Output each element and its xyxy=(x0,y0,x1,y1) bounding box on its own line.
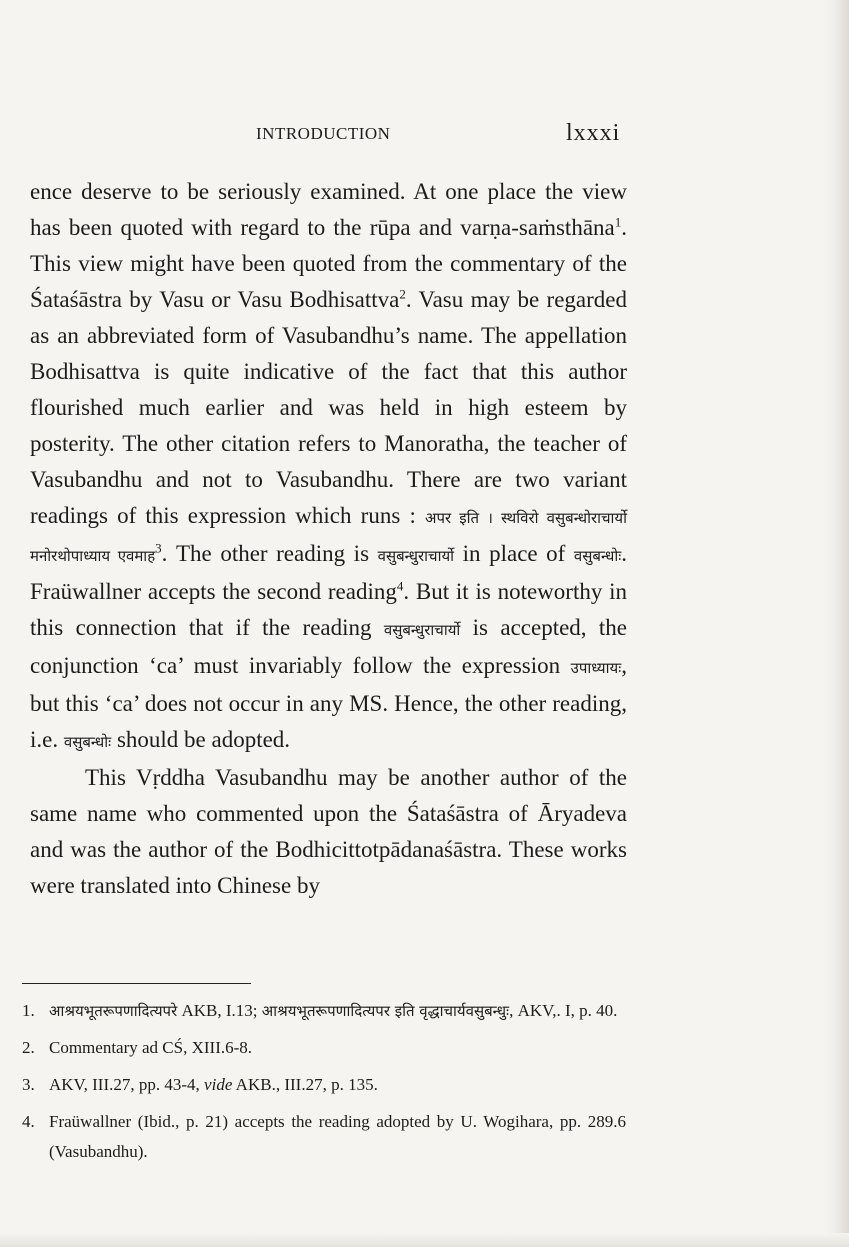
text-span: in place of xyxy=(454,541,574,566)
italic-text: vide xyxy=(204,1075,233,1094)
footnote-number: 3. xyxy=(22,1075,35,1094)
text-span: ence deserve to be seriously examined. At one place the view has been quoted with regard to the rūpa and varṇa-saṁsthāna xyxy=(30,179,627,240)
text-span: . The other reading is xyxy=(161,541,378,566)
text-span: Fraüwallner (Ibid., p. 21) accepts the reading adopted by U. Wogihara, pp. 289.6 (Vasubandhu). xyxy=(49,1112,626,1161)
devanagari-quote: अपर इति । स्थविरो वसुबन्धोराचार्यो मनोरथोपाध्याय एवमाह xyxy=(30,509,627,565)
page-bottom-edge xyxy=(0,1233,849,1247)
devanagari-term: वसुबन्धोः xyxy=(63,733,112,751)
paragraph-1 xyxy=(30,174,627,760)
text-span: . This view might have been quoted from the commentary of the Śataśāstra by Vasu or Vasu Bodhisattva xyxy=(30,215,627,312)
text-span: , but this ‘ca’ does not occur in any MS. Hence, the other reading, i.e. xyxy=(30,653,627,752)
footnote-ref: 2 xyxy=(399,286,406,302)
running-head xyxy=(0,120,849,150)
footnote-number: 4. xyxy=(22,1112,35,1131)
paragraph-2: This Vṛddha Vasubandhu may be another author of the same name who commented upon the Śataśāstra of Āryadeva and was the author of the Bodhicittotpādanaśāstra. These works were translated into Chinese by xyxy=(30,765,627,898)
devanagari-term: वसुबन्धुराचार्यो xyxy=(383,621,461,639)
text-span: . But it is noteworthy in this connection that if the reading xyxy=(30,579,628,640)
devanagari-term: वसुबन्धोः xyxy=(573,547,622,565)
footnote-4 xyxy=(22,1107,626,1167)
text-span: is accepted, the conjunction ‘ca’ must invariably follow the expression xyxy=(30,615,627,678)
footnote-ref: 1 xyxy=(614,214,622,230)
footnote-3 xyxy=(22,1070,626,1100)
devanagari-text: आश्रयभूतरूपणादित्यपरे xyxy=(49,1002,178,1020)
footnote-1 xyxy=(22,996,626,1026)
text-span: . Vasu may be regarded as an abbreviated form of Vasubandhu’s name. The appellation Bodhisattva is quite indicative of the fact that this author flourished much earlier and was held in high esteem by posterity. The other citation refers to Manoratha, the teacher of Vasubandhu and not to Vasubandhu. There are two variant readings of this expression which runs : xyxy=(30,287,627,528)
footnote-ref: 3 xyxy=(155,540,162,556)
footnote-number: 1. xyxy=(22,1001,35,1020)
footnotes xyxy=(22,996,626,1174)
devanagari-term: वसुबन्धुराचार्यो xyxy=(377,547,455,565)
text-span: , AKV,. I, p. 40. xyxy=(509,1001,618,1020)
running-title: INTRODUCTION xyxy=(256,124,391,143)
body-text xyxy=(30,174,627,904)
page-number: lxxxi xyxy=(566,120,621,146)
devanagari-term: उपाध्यायः xyxy=(570,659,622,677)
footnote-ref: 4 xyxy=(396,578,404,594)
text-span: AKB., III.27, p. 135. xyxy=(232,1075,378,1094)
page-edge-shadow xyxy=(827,0,849,1247)
text-span: should be adopted. xyxy=(111,727,291,752)
text-span: AKV, III.27, pp. 43-4, xyxy=(49,1075,205,1094)
devanagari-text: आश्रयभूतरूपणादित्यपर इति वृद्धाचार्यवसुबन्धुः xyxy=(261,1002,510,1020)
footnote-number: 2. xyxy=(22,1038,35,1057)
footnote-2 xyxy=(22,1033,626,1063)
text-span: . Fraüwallner accepts the second reading xyxy=(30,541,628,604)
text-span: AKB, I.13; xyxy=(177,1001,262,1020)
footnote-separator xyxy=(22,983,251,984)
text-span: Commentary ad CŚ, XIII.6-8. xyxy=(49,1038,253,1057)
